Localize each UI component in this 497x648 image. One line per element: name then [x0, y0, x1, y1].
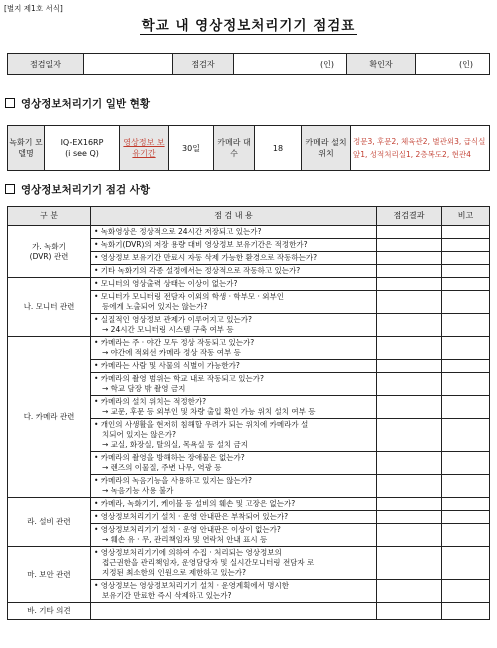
check-item: [91, 337, 377, 360]
result-cell[interactable]: [377, 226, 442, 239]
note-cell[interactable]: [442, 547, 490, 580]
table-row: [8, 278, 490, 291]
confirmer-field[interactable]: [416, 54, 490, 75]
check-item: [91, 603, 377, 620]
seal-mark: (인): [320, 59, 334, 69]
result-cell[interactable]: [377, 291, 442, 314]
category-cell: 가. 녹화기 (DVR) 관련: [8, 226, 91, 278]
check-item: [91, 373, 377, 396]
camera-count-value: 18: [255, 126, 302, 171]
page-title: [0, 14, 497, 34]
result-cell[interactable]: [377, 360, 442, 373]
table-row: [8, 226, 490, 239]
note-cell[interactable]: [442, 524, 490, 547]
check-item: [91, 291, 377, 314]
check-item-line: • 카메라의 촬영 범위는 학교 내로 작동되고 있는가?: [94, 374, 264, 383]
table-row: [8, 498, 490, 511]
seal-mark: (인): [459, 59, 473, 69]
date-field[interactable]: [84, 54, 173, 75]
check-item-line: • 카메라, 녹화기기, 케이블 등 설비의 훼손 및 고장은 없는가?: [94, 499, 296, 508]
check-item-line: • 카메라의 촬영을 방해하는 장애물은 없는가?: [94, 453, 245, 462]
check-item: [91, 419, 377, 452]
check-item: [91, 511, 377, 524]
note-cell[interactable]: [442, 511, 490, 524]
check-item-line: • 카메라의 녹음기능을 사용하고 있지는 않는가?: [94, 476, 252, 485]
check-item-line: → 녹음기능 사용 불가: [102, 486, 174, 495]
retention-value: 30일: [169, 126, 214, 171]
table-row: [8, 547, 490, 580]
check-item: [91, 580, 377, 603]
date-label: 점검일자: [8, 54, 84, 75]
result-cell[interactable]: [377, 603, 442, 620]
check-item: [91, 252, 377, 265]
result-cell[interactable]: [377, 265, 442, 278]
check-item: [91, 314, 377, 337]
category-cell: 다. 카메라 관련: [8, 337, 91, 498]
check-item-line: → 학교 담장 밖 촬영 금지: [102, 384, 186, 393]
form-number: [별지 제1호 서식]: [4, 4, 63, 13]
result-cell[interactable]: [377, 580, 442, 603]
retention-label: 영상정보 보유기간: [120, 126, 169, 171]
section-general-title: 영상정보처리기기 일반 현황: [5, 96, 150, 111]
general-status-table: [7, 125, 490, 171]
result-cell[interactable]: [377, 419, 442, 452]
check-item: [91, 278, 377, 291]
camera-count-label: 카메라 대수: [214, 126, 255, 171]
confirmer-label: 확인자: [347, 54, 416, 75]
result-cell[interactable]: [377, 452, 442, 475]
camera-locations: 정문3, 후문2, 체육관2, 별관외3, 급식실 앞1, 성적처리실1, 2층복도2, 현관4: [351, 126, 490, 171]
result-header: 점검결과: [377, 207, 442, 226]
check-item-line: → 24시간 모니터링 시스템 구축 여부 등: [102, 325, 234, 334]
check-item-line: 접근권한을 관리책임자, 운영담당자 및 실시간모니터링 전담자 로: [102, 558, 315, 567]
check-item-line: → 렌즈의 이물질, 주변 나무, 역광 등: [102, 463, 222, 472]
check-item-line: • 모니터의 영상출력 상태는 이상이 없는가?: [94, 279, 238, 288]
note-cell[interactable]: [442, 337, 490, 360]
note-cell[interactable]: [442, 360, 490, 373]
note-cell[interactable]: [442, 603, 490, 620]
category-cell: 나. 모니터 관련: [8, 278, 91, 337]
result-cell[interactable]: [377, 278, 442, 291]
check-item: [91, 239, 377, 252]
check-item: [91, 396, 377, 419]
note-cell[interactable]: [442, 419, 490, 452]
table-row: [8, 337, 490, 360]
check-item-line: 보유기간 만료한 즉시 삭제하고 있는가?: [102, 591, 232, 600]
result-cell[interactable]: [377, 314, 442, 337]
check-item: [91, 265, 377, 278]
check-item-line: 치되어 있지는 않은가?: [102, 430, 176, 439]
inspector-field[interactable]: [234, 54, 347, 75]
content-header: 점 검 내 용: [91, 207, 377, 226]
check-item-line: • 녹화기(DVR)의 저장 용량 대비 영상정보 보유기간은 적정한가?: [94, 240, 308, 249]
check-item-line: • 카메라는 주 · 야간 모두 정상 작동되고 있는가?: [94, 338, 255, 347]
note-cell[interactable]: [442, 373, 490, 396]
note-cell[interactable]: [442, 396, 490, 419]
check-item: [91, 498, 377, 511]
inspection-table: [7, 206, 490, 620]
note-cell[interactable]: [442, 278, 490, 291]
check-item: [91, 226, 377, 239]
inspection-header-table: [7, 53, 490, 75]
check-item-line: → 교문, 후문 등 외부인 및 차량 출입 확인 가능 위치 설치 여부 등: [102, 407, 316, 416]
note-cell[interactable]: [442, 452, 490, 475]
check-item-line: • 기타 녹화기의 각종 설정에서는 정상적으로 작동하고 있는가?: [94, 266, 301, 275]
model-label: 녹화기 모델명: [8, 126, 45, 171]
check-item-line: • 영상정보처리기기 설치 · 운영 안내판은 이상이 없는가?: [94, 525, 281, 534]
note-header: 비고: [442, 207, 490, 226]
category-cell: 바. 기타 의견: [8, 603, 91, 620]
check-item-line: • 영상정보 보유기간 만료시 자동 삭제 가능한 환경으로 작동하는가?: [94, 253, 318, 262]
inspector-label: 점검자: [173, 54, 234, 75]
check-item-line: • 영상정보는 영상정보처리기기 설치 · 운영계획에서 명시한: [94, 581, 289, 590]
square-bullet-icon: [5, 98, 15, 108]
check-item: [91, 524, 377, 547]
result-cell[interactable]: [377, 252, 442, 265]
check-item-line: • 개인의 사생활을 현저히 침해할 우려가 되는 위치에 카메라가 설: [94, 420, 309, 429]
check-item-line: 지정된 최소한의 인원으로 제한하고 있는가?: [102, 568, 246, 577]
check-item-line: → 훼손 유 · 무, 관리책임자 및 연락처 안내 표시 등: [102, 535, 268, 544]
category-cell: 라. 설비 관련: [8, 498, 91, 547]
location-label: 카메라 설치위치: [302, 126, 351, 171]
check-item: [91, 475, 377, 498]
note-cell[interactable]: [442, 580, 490, 603]
check-item-line: • 카메라의 설치 위치는 적정한가?: [94, 397, 207, 406]
note-cell[interactable]: [442, 291, 490, 314]
note-cell[interactable]: [442, 498, 490, 511]
result-cell[interactable]: [377, 475, 442, 498]
note-cell[interactable]: [442, 226, 490, 239]
check-item-line: 등에게 노출되어 있지는 않는가?: [102, 302, 208, 311]
category-cell: 마. 보안 관련: [8, 547, 91, 603]
result-cell[interactable]: [377, 547, 442, 580]
note-cell[interactable]: [442, 252, 490, 265]
result-cell[interactable]: [377, 239, 442, 252]
result-cell[interactable]: [377, 337, 442, 360]
check-item-line: • 녹화영상은 정상적으로 24시간 저장되고 있는가?: [94, 227, 262, 236]
check-item-line: • 영상정보처리기기에 의하여 수집 · 처리되는 영상정보의: [94, 548, 282, 557]
check-item-line: • 모니터가 모니터링 전담자 이외의 학생 · 학부모 · 외부인: [94, 292, 285, 301]
model-value: IQ-EX16RP (i see Q): [45, 126, 120, 171]
check-item-line: → 야간에 적외선 카메라 정상 작동 여부 등: [102, 348, 241, 357]
check-item-line: • 카메라는 사람 및 사물의 식별이 가능한가?: [94, 361, 240, 370]
square-bullet-icon: [5, 184, 15, 194]
note-cell[interactable]: [442, 314, 490, 337]
check-item-line: → 교실, 화장실, 탈의실, 목욕실 등 설치 금지: [102, 440, 249, 449]
title-text: 학교 내 영상정보처리기기 점검표: [141, 18, 356, 34]
note-cell[interactable]: [442, 239, 490, 252]
note-cell[interactable]: [442, 475, 490, 498]
section-inspection-title: 영상정보처리기기 점검 사항: [5, 182, 150, 197]
check-item-line: • 영상정보처리기기 설치 · 운영 안내판은 부착되어 있는가?: [94, 512, 289, 521]
result-cell[interactable]: [377, 511, 442, 524]
check-item: [91, 360, 377, 373]
result-cell[interactable]: [377, 498, 442, 511]
table-row: [8, 603, 490, 620]
check-item-line: • 실질적인 영상정보 관제가 이루어지고 있는가?: [94, 315, 252, 324]
category-header: 구 분: [8, 207, 91, 226]
check-item: [91, 452, 377, 475]
result-cell[interactable]: [377, 396, 442, 419]
result-cell[interactable]: [377, 524, 442, 547]
note-cell[interactable]: [442, 265, 490, 278]
check-item: [91, 547, 377, 580]
result-cell[interactable]: [377, 373, 442, 396]
